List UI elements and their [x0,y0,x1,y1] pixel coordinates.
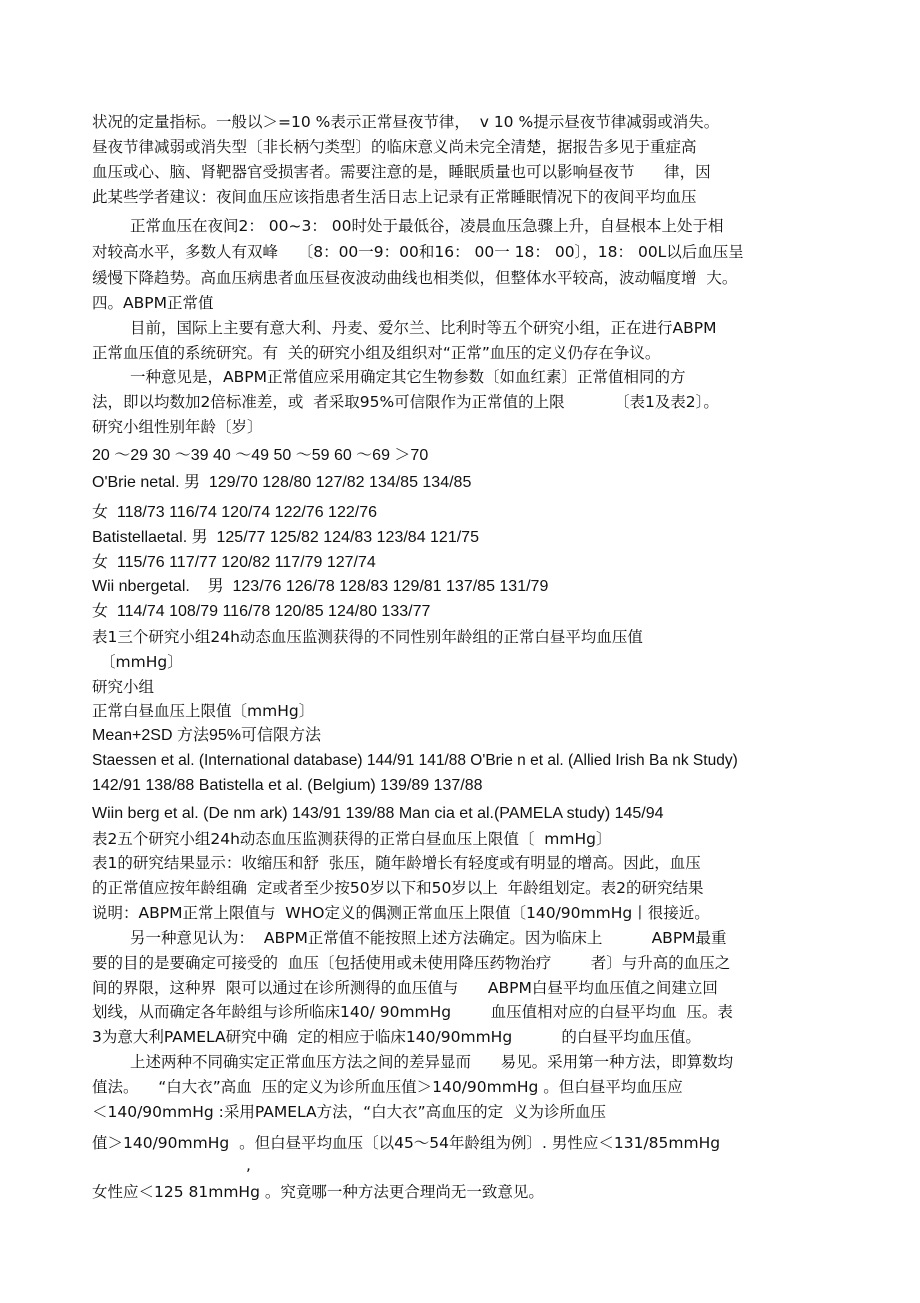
table-row: 女 118/73 116/74 120/74 122/76 122/76 [92,504,377,521]
text-line: 要的目的是要确定可接受的 血压〔包括使用或未使用降压药物治疗 者〕与升高的血压之 [92,954,731,972]
text-line: 缓慢下降趋势。高血压病患者血压昼夜波动曲线也相类似，但整体水平较高，波动幅度增 大。 [92,269,738,287]
text-line: 目前，国际上主要有意大利、丹麦、爱尔兰、比利时等五个研究小组，正在进行ABPM [130,319,717,337]
table-header: 正常白昼血压上限值〔mmHg〕 [92,702,315,720]
section-heading: 四。ABPM正常值 [92,294,214,312]
text-line: 正常血压值的系统研究。有 关的研究小组及组织对“正常”血压的定义仍存在争议。 [92,344,661,362]
text-line: 法，即以均数加2倍标准差，或 者采取95%可信限作为正常值的上限 〔表1及表2〕。 [92,393,719,411]
text-line: 此某些学者建议：夜间血压应该指患者生活日志上记录有正常睡眠情况下的夜间平均血压 [92,188,697,206]
table-row: Wii nbergetal. 男 123/76 126/78 128/83 129/81 137/85 131/79 [92,578,549,595]
table-row: 女 114/74 108/79 116/78 120/85 124/80 133/77 [92,603,431,620]
table-row: 142/91 138/88 Batistella et al. (Belgium) 139/89 137/88 [92,777,483,794]
text-line: 一种意见是，ABPM正常值应采用确定其它生物参数〔如血红素〕正常值相同的方 [130,368,686,386]
table-header: 研究小组 [92,678,155,696]
table-caption: 表1三个研究小组24h动态血压监测获得的不同性别年龄组的正常白昼平均血压值 [92,628,643,646]
text-line: 表1的研究结果显示：收缩压和舒 张压，随年龄增长有轻度或有明显的增高。因此，血压 [92,854,701,872]
text-line: 划线，从而确定各年龄组与诊所临床140/ 90mmHg 血压值相对应的白昼平均血 压。表 [92,1003,733,1021]
table-row: 女 115/76 117/77 120/82 117/79 127/74 [92,554,376,571]
table-row: Staessen et al. (International database) 144/91 141/88 O'Brie n et al. (Allied Irish Ba nk Study) [92,752,738,769]
table-row: Batistellaetal. 男 125/77 125/82 124/83 123/84 121/75 [92,529,479,546]
table-row: O'Brie netal. 男 129/70 128/80 127/82 134/85 134/85 [92,474,472,491]
text-line: 值＞140/90mmHg 。但白昼平均血压〔以45～54年龄组为例〕. 男性应＜131/85mmHg [92,1134,721,1152]
table-header: 研究小组性别年龄〔岁〕 [92,418,263,436]
table-row: Wiin berg et al. (De nm ark) 143/91 139/88 Man cia et al.(PAMELA study) 145/94 [92,805,664,822]
text-line: 上述两种不同确实定正常血压方法之间的差异显而 易见。采用第一种方法，即算数均 [130,1053,734,1071]
text-line: 血压或心、脑、肾靶器官受损害者。需要注意的是，睡眠质量也可以影响昼夜节 律，因 [92,163,711,181]
text-line: 说明：ABPM正常上限值与 WHO定义的偶测正常血压上限值〔140/90mmHg丨很接近。 [92,904,710,922]
text-line: 正常血压在夜间2： 00~3： 00时处于最低谷，凌晨血压急骤上升，自昼根本上处于相 [130,217,724,235]
text-line: 间的界限，这种界 限可以通过在诊所测得的血压值与 ABPM白昼平均血压值之间建立回 [92,979,718,997]
text-line: 另一种意见认为： ABPM正常值不能按照上述方法确定。因为临床上 ABPM最重 [130,929,727,947]
text-line: 昼夜节律减弱或消失型〔非长柄勺类型〕的临床意义尚未完全清楚，据报告多见于重症高 [92,138,697,156]
stray-comma: , [246,1156,251,1174]
text-line: 对较高水平，多数人有双峰 〔8：00一9：00和16： 00一 18： 00〕，18： 00L以后血压呈 [92,243,744,261]
table-header: Mean+2SD 方法95%可信限方法 [92,727,321,744]
text-line: ＜140/90mmHg :采用PAMELA方法，“白大衣”高血压的定 义为诊所血压 [92,1103,607,1121]
text-line: 3为意大利PAMELA研究中确 定的相应于临床140/90mmHg 的白昼平均血压值。 [92,1028,701,1046]
text-line: 状况的定量指标。一般以＞=10 %表示正常昼夜节律， v 10 %提示昼夜节律减弱或消失。 [92,113,720,131]
text-line: 值法。 “白大衣”高血 压的定义为诊所血压值＞140/90mmHg 。但白昼平均血压应 [92,1078,683,1096]
text-line: 女性应＜125 81mmHg 。究竟哪一种方法更合理尚无一致意见。 [92,1183,544,1201]
table-header: 20 ～29 30 ～39 40 ～49 50 ～59 60 ～69 ＞70 [92,447,429,464]
text-line: 的正常值应按年龄组确 定或者至少按50岁以下和50岁以上 年龄组划定。表2的研究结果 [92,879,704,897]
table-caption: 〔mmHg〕 [100,653,183,671]
table-caption: 表2五个研究小组24h动态血压监测获得的正常白昼血压上限值〔 mmHg〕 [92,830,612,848]
